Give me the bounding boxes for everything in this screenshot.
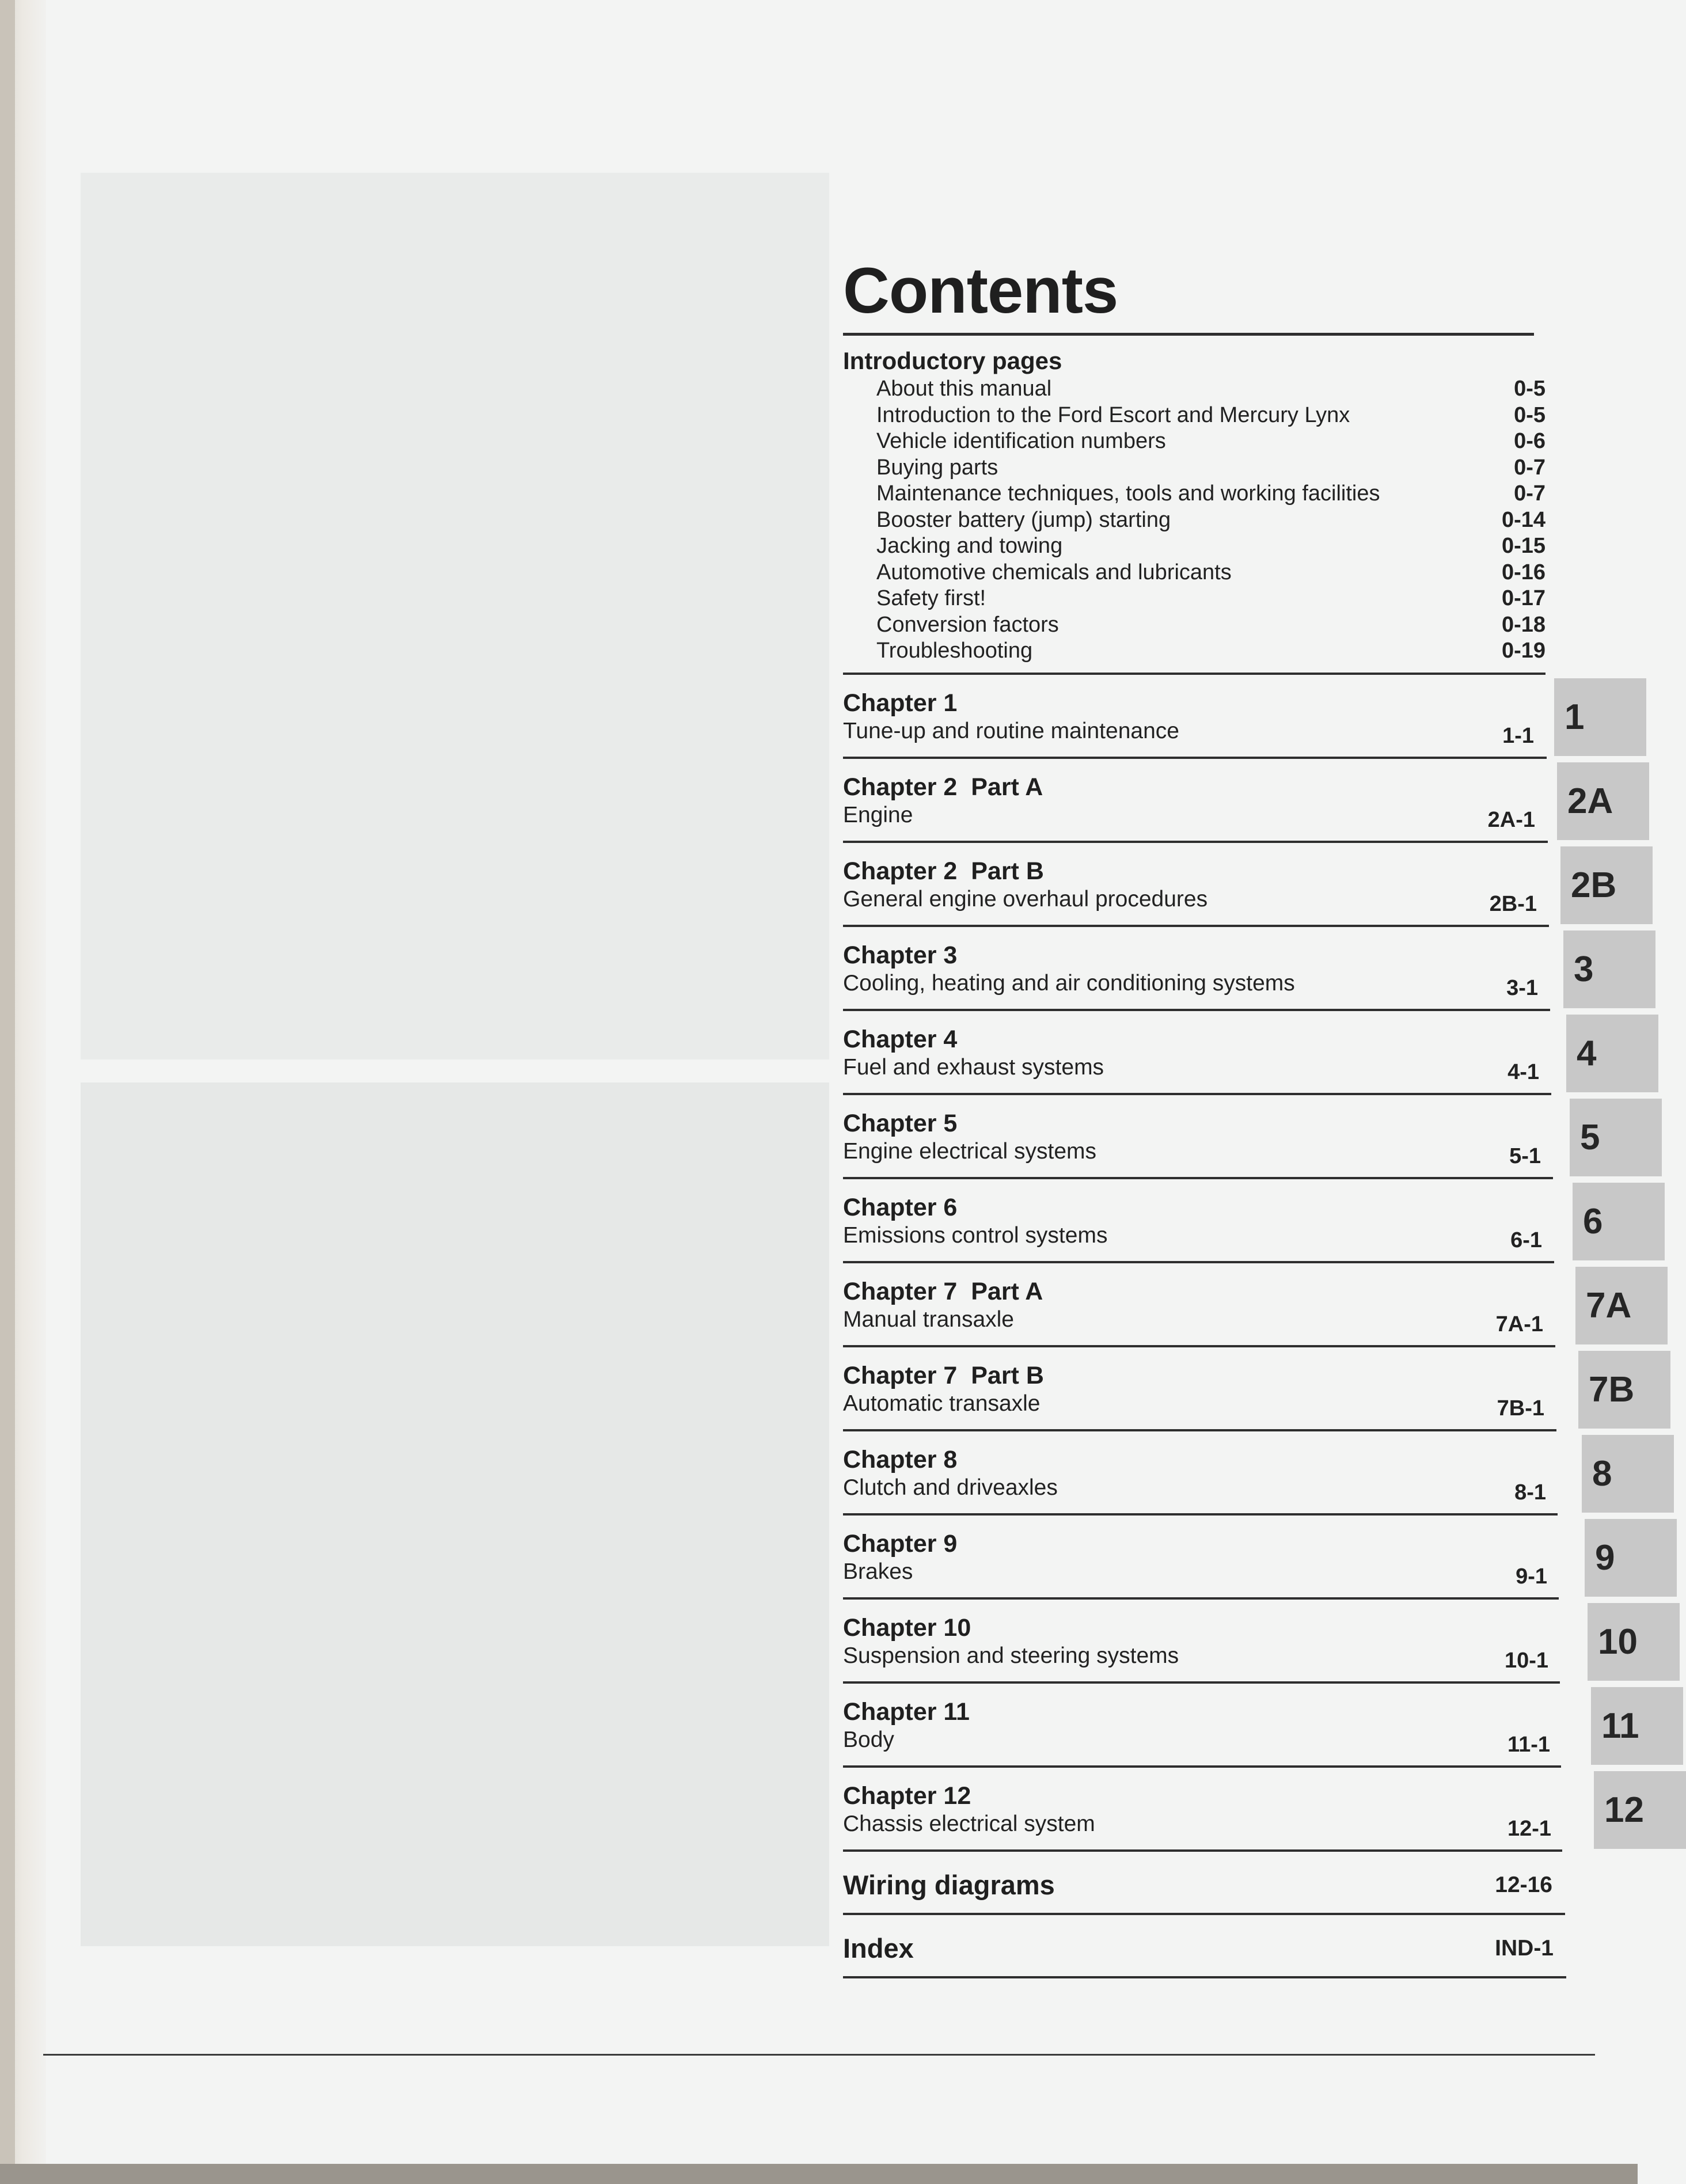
chapter-title: Emissions control systems: [843, 1222, 1108, 1248]
intro-item-page: 0-17: [1501, 586, 1545, 610]
chapter-page: 4-1: [1507, 1059, 1539, 1084]
intro-heading: Introductory pages: [843, 347, 1062, 374]
chapter-thumb-tab[interactable]: 11: [1591, 1687, 1683, 1765]
section-rule: [843, 1976, 1566, 1978]
chapter-number: Chapter 10: [843, 1613, 971, 1642]
intro-item-label: Automotive chemicals and lubricants: [876, 560, 1232, 584]
chapter-entry[interactable]: [843, 675, 1638, 759]
chapter-entry[interactable]: [843, 1768, 1644, 1852]
chapter-entry[interactable]: [843, 843, 1638, 927]
page-title: Contents: [843, 255, 1118, 326]
footer-rule: [43, 2054, 1595, 2056]
intro-item[interactable]: [843, 612, 1545, 639]
chapter-title: Brakes: [843, 1559, 913, 1584]
chapter-thumb-tab[interactable]: 5: [1570, 1099, 1662, 1176]
chapter-page: 9-1: [1516, 1564, 1547, 1589]
chapter-page: 11-1: [1507, 1732, 1550, 1757]
chapter-page: 10-1: [1504, 1648, 1548, 1673]
intro-item-label: Jacking and towing: [876, 534, 1063, 558]
chapter-number: Chapter 2 Part A: [843, 773, 1043, 801]
intro-item-page: 0-5: [1514, 402, 1545, 427]
intro-item[interactable]: [843, 507, 1545, 534]
wiring-page: 12-16: [1495, 1872, 1552, 1897]
chapter-page: 7A-1: [1495, 1312, 1543, 1336]
chapter-thumb-tab[interactable]: 7B: [1578, 1351, 1670, 1429]
chapter-number: Chapter 11: [843, 1697, 970, 1726]
contents-page: [843, 253, 1644, 1978]
intro-item-label: Conversion factors: [876, 612, 1059, 637]
bleed-through-region: [81, 173, 829, 1059]
chapter-thumb-tab[interactable]: 2B: [1560, 846, 1653, 924]
chapter-title: Engine electrical systems: [843, 1138, 1097, 1164]
chapter-entry[interactable]: [843, 759, 1638, 843]
chapter-title: Tune-up and routine maintenance: [843, 718, 1179, 743]
chapter-title: Clutch and driveaxles: [843, 1475, 1058, 1500]
chapter-number: Chapter 2 Part B: [843, 857, 1044, 885]
book-spine-edge: [0, 0, 15, 2184]
index-label: Index: [843, 1932, 914, 1963]
chapter-entry[interactable]: [843, 1515, 1638, 1600]
intro-item[interactable]: [843, 376, 1545, 402]
chapter-thumb-tab[interactable]: 2A: [1557, 762, 1649, 840]
intro-item-page: 0-14: [1501, 507, 1545, 532]
chapter-entry[interactable]: [843, 1347, 1638, 1431]
chapter-number: Chapter 3: [843, 941, 958, 969]
chapter-number: Chapter 1: [843, 689, 958, 717]
intro-section: [843, 336, 1638, 675]
chapter-thumb-tab[interactable]: 9: [1585, 1519, 1677, 1597]
chapter-page: 8-1: [1514, 1480, 1546, 1505]
chapter-number: Chapter 5: [843, 1109, 958, 1137]
intro-item-page: 0-7: [1514, 481, 1545, 506]
chapter-title: Suspension and steering systems: [843, 1643, 1179, 1668]
chapter-number: Chapter 7 Part A: [843, 1277, 1043, 1305]
chapter-number: Chapter 12: [843, 1782, 971, 1810]
chapter-title: General engine overhaul procedures: [843, 886, 1208, 911]
chapter-number: Chapter 9: [843, 1529, 958, 1558]
chapter-thumb-tab[interactable]: 7A: [1575, 1267, 1668, 1344]
intro-item-page: 0-15: [1501, 534, 1545, 558]
intro-list: [843, 376, 1638, 664]
chapter-entry[interactable]: [843, 1263, 1638, 1347]
chapter-title: Body: [843, 1727, 894, 1752]
chapter-page: 7B-1: [1497, 1396, 1544, 1420]
chapter-entry[interactable]: [843, 927, 1638, 1011]
intro-item[interactable]: [843, 638, 1545, 664]
chapter-title: Engine: [843, 802, 913, 827]
chapter-page: 2A-1: [1487, 807, 1535, 832]
wiring-diagrams-entry[interactable]: [843, 1852, 1638, 1915]
chapter-entry[interactable]: [843, 1431, 1638, 1515]
bleed-through-region: [81, 1082, 829, 1946]
chapter-page: 3-1: [1506, 975, 1538, 1000]
chapter-number: Chapter 7 Part B: [843, 1361, 1044, 1389]
chapter-thumb-tab[interactable]: 3: [1563, 930, 1655, 1008]
chapter-number: Chapter 4: [843, 1025, 958, 1053]
wiring-label: Wiring diagrams: [843, 1869, 1055, 1900]
chapter-thumb-tab[interactable]: 8: [1582, 1435, 1674, 1513]
chapter-title: Manual transaxle: [843, 1306, 1014, 1332]
intro-item-label: Maintenance techniques, tools and working facilities: [876, 481, 1380, 506]
index-entry[interactable]: [843, 1915, 1638, 1978]
chapter-entry[interactable]: [843, 1179, 1638, 1263]
page-bottom-edge: [0, 2164, 1638, 2184]
intro-item[interactable]: [843, 560, 1545, 586]
chapter-page: 12-1: [1507, 1816, 1551, 1841]
chapter-thumb-tab[interactable]: 1: [1554, 678, 1646, 756]
chapter-thumb-tab[interactable]: 10: [1588, 1603, 1680, 1681]
intro-item-page: 0-7: [1514, 455, 1545, 480]
intro-item[interactable]: [843, 586, 1545, 612]
chapter-entry[interactable]: [843, 1684, 1638, 1768]
intro-item-page: 0-5: [1514, 377, 1545, 401]
chapter-entry[interactable]: [843, 1600, 1638, 1684]
chapter-entry[interactable]: [843, 1095, 1638, 1179]
chapter-page: 2B-1: [1489, 891, 1537, 916]
intro-item-label: Buying parts: [876, 455, 998, 480]
chapter-thumb-tab[interactable]: 4: [1566, 1015, 1658, 1092]
chapter-list: [843, 675, 1644, 1852]
intro-item-label: Safety first!: [876, 586, 986, 610]
intro-item-label: Troubleshooting: [876, 639, 1033, 663]
intro-item[interactable]: [843, 402, 1545, 429]
chapter-thumb-tab[interactable]: 6: [1573, 1183, 1665, 1260]
chapter-page: 5-1: [1509, 1144, 1541, 1168]
chapter-title: Cooling, heating and air conditioning systems: [843, 970, 1295, 996]
intro-item[interactable]: [843, 533, 1545, 560]
index-page: IND-1: [1495, 1935, 1554, 1961]
chapter-number: Chapter 6: [843, 1193, 958, 1221]
intro-item[interactable]: [843, 455, 1545, 481]
intro-item-label: About this manual: [876, 377, 1052, 401]
chapter-page: 1-1: [1502, 723, 1534, 748]
chapter-title: Fuel and exhaust systems: [843, 1054, 1104, 1080]
chapter-entry[interactable]: [843, 1011, 1638, 1095]
chapter-thumb-tab[interactable]: 12: [1594, 1771, 1686, 1849]
chapter-number: Chapter 8: [843, 1445, 958, 1473]
chapter-title: Chassis electrical system: [843, 1811, 1095, 1836]
intro-item-page: 0-18: [1501, 612, 1545, 637]
intro-item-label: Vehicle identification numbers: [876, 429, 1166, 453]
intro-item-label: Introduction to the Ford Escort and Mercury Lynx: [876, 402, 1350, 427]
intro-item-page: 0-16: [1501, 560, 1545, 584]
intro-item-label: Booster battery (jump) starting: [876, 507, 1171, 532]
intro-item[interactable]: [843, 428, 1545, 455]
intro-item-page: 0-19: [1501, 639, 1545, 663]
intro-item-page: 0-6: [1514, 429, 1545, 453]
intro-item[interactable]: [843, 481, 1545, 507]
chapter-page: 6-1: [1510, 1228, 1542, 1252]
chapter-title: Automatic transaxle: [843, 1391, 1041, 1416]
